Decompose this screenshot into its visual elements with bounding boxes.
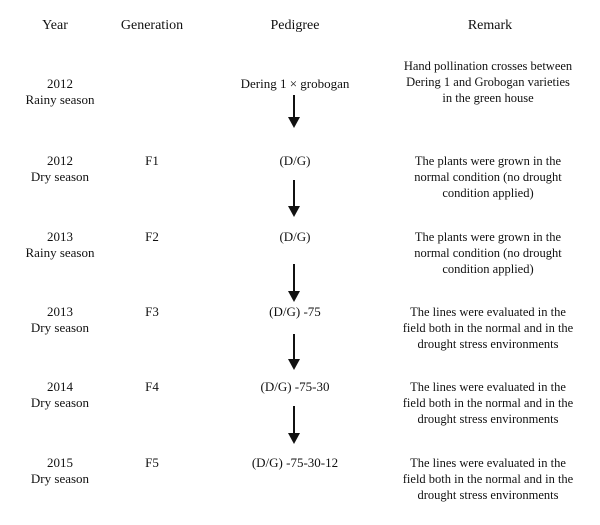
pedigree-cell: (D/G) xyxy=(279,229,311,244)
pedigree-cell: (D/G) -75 xyxy=(269,304,321,319)
remark-line: drought stress environments xyxy=(417,412,559,426)
year-value: 2015 xyxy=(47,455,73,470)
remark-line: Dering 1 and Grobogan varieties xyxy=(406,75,570,89)
year-value: 2014 xyxy=(47,379,73,394)
remark-line: The plants were grown in the xyxy=(414,154,562,168)
generation-cell: F4 xyxy=(145,379,159,394)
remark-line: The lines were evaluated in the xyxy=(410,305,566,319)
remark-line: condition applied) xyxy=(442,262,534,276)
remark-line: condition applied) xyxy=(442,186,534,200)
remark-line: normal condition (no drought xyxy=(414,170,562,184)
generation-cell: F1 xyxy=(145,153,159,168)
remark-line: in the green house xyxy=(442,91,534,105)
generation-cell: F2 xyxy=(145,229,159,244)
year-value: 2012 xyxy=(47,76,73,91)
remark-line: The plants were grown in the xyxy=(414,230,562,244)
header-year: Year xyxy=(42,18,68,33)
remark-line: drought stress environments xyxy=(417,488,559,502)
generation-cell: F3 xyxy=(145,304,159,319)
pedigree-cell: (D/G) xyxy=(279,153,311,168)
remark-line: field both in the normal and in the xyxy=(402,321,574,335)
remark-line: field both in the normal and in the xyxy=(402,396,574,410)
year-value: 2012 xyxy=(47,153,73,168)
year-value: 2013 xyxy=(47,304,73,319)
down-arrow-icon xyxy=(288,180,300,217)
header-generation: Generation xyxy=(120,18,184,33)
down-arrow-icon xyxy=(288,334,300,370)
season-value: Dry season xyxy=(30,320,90,335)
year-value: 2013 xyxy=(47,229,73,244)
pedigree-cell: (D/G) -75-30-12 xyxy=(251,455,339,470)
pedigree-cell: Dering 1 × grobogan xyxy=(240,76,350,91)
header-remark: Remark xyxy=(467,18,513,33)
down-arrow-icon xyxy=(288,264,300,302)
season-value: Dry season xyxy=(30,169,90,184)
down-arrow-icon xyxy=(288,406,300,444)
remark-line: field both in the normal and in the xyxy=(402,472,574,486)
generation-cell: F5 xyxy=(145,455,159,470)
season-value: Dry season xyxy=(30,395,90,410)
remark-line: The lines were evaluated in the xyxy=(410,456,566,470)
remark-line: Hand pollination crosses between xyxy=(403,59,573,73)
remark-line: The lines were evaluated in the xyxy=(410,380,566,394)
season-value: Rainy season xyxy=(25,92,95,107)
season-value: Dry season xyxy=(30,471,90,486)
season-value: Rainy season xyxy=(25,245,95,260)
header-pedigree: Pedigree xyxy=(270,18,320,33)
down-arrow-icon xyxy=(288,95,300,128)
remark-line: drought stress environments xyxy=(417,337,559,351)
pedigree-cell: (D/G) -75-30 xyxy=(260,379,330,394)
remark-line: normal condition (no drought xyxy=(414,246,562,260)
